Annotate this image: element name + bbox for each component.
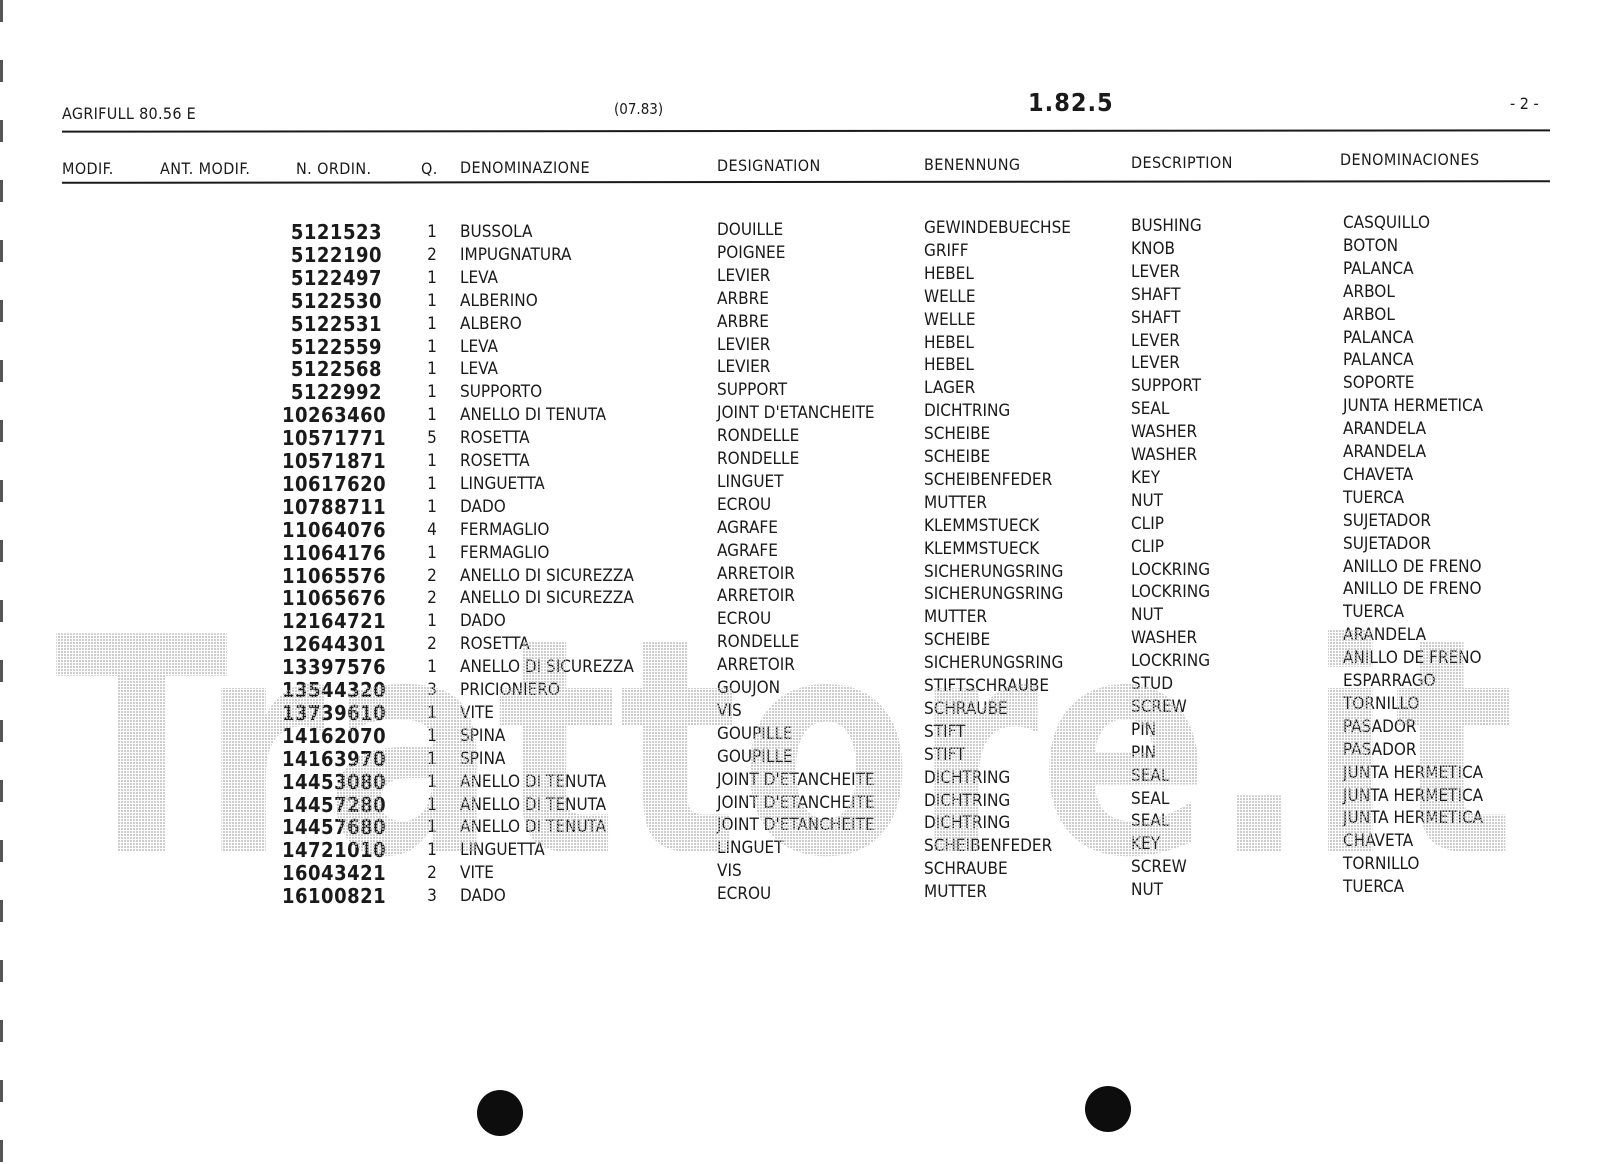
- part-name-it: LEVA: [460, 336, 499, 357]
- part-name-es: PALANCA: [1343, 350, 1414, 371]
- part-name-en: LOCKRING: [1131, 559, 1211, 580]
- part-name-it: VITE: [460, 702, 494, 723]
- part-name-es: SUJETADOR: [1343, 510, 1431, 531]
- part-name-fr: RONDELLE: [717, 426, 800, 447]
- part-quantity: 1: [427, 702, 437, 723]
- part-quantity: 1: [427, 359, 437, 380]
- part-name-fr: RONDELLE: [717, 632, 800, 653]
- part-number: 5122568: [290, 357, 382, 382]
- part-number: 10263460: [282, 403, 387, 428]
- part-name-de: KLEMMSTUECK: [924, 515, 1040, 536]
- part-name-it: ALBERO: [460, 313, 522, 334]
- part-name-es: BOTON: [1343, 235, 1399, 256]
- col-benennung: BENENNUNG: [924, 155, 1021, 174]
- part-name-en: KNOB: [1131, 238, 1175, 259]
- part-name-it: ROSETTA: [460, 428, 530, 449]
- part-number: 5122559: [290, 334, 382, 359]
- part-name-en: CLIP: [1131, 513, 1164, 534]
- part-name-fr: LINGUET: [717, 838, 784, 859]
- part-name-es: JUNTA HERMETICA: [1343, 396, 1484, 417]
- part-quantity: 1: [427, 748, 437, 769]
- part-name-de: HEBEL: [924, 263, 974, 284]
- part-quantity: 1: [427, 451, 437, 471]
- part-number: 11064076: [282, 517, 387, 542]
- part-name-de: STIFT: [924, 744, 966, 765]
- part-name-en: PIN: [1131, 742, 1157, 763]
- part-name-fr: ECROU: [717, 494, 772, 515]
- part-number: 11064176: [282, 540, 387, 565]
- edition-date: (07.83): [614, 100, 664, 118]
- part-quantity: 4: [427, 519, 437, 540]
- part-number: 14457680: [282, 815, 387, 840]
- part-number: 14453080: [282, 769, 387, 794]
- part-name-de: DICHTRING: [924, 813, 1011, 834]
- part-name-it: ANELLO DI TENUTA: [460, 794, 607, 815]
- part-name-de: WELLE: [924, 309, 976, 330]
- part-name-de: SCHRAUBE: [924, 698, 1008, 719]
- part-name-de: SCHEIBENFEDER: [924, 469, 1053, 490]
- part-name-it: SUPPORTO: [460, 382, 543, 403]
- part-quantity: 2: [427, 244, 437, 265]
- part-name-en: LEVER: [1131, 330, 1180, 351]
- part-quantity: 1: [427, 725, 437, 746]
- part-name-de: DICHTRING: [924, 790, 1011, 811]
- part-name-it: DADO: [460, 886, 506, 907]
- part-quantity: 1: [427, 382, 437, 403]
- part-number: 5122190: [290, 242, 382, 267]
- part-number: 10788711: [282, 494, 387, 519]
- part-name-de: MUTTER: [924, 607, 988, 628]
- part-quantity: 3: [427, 680, 437, 700]
- part-name-de: GEWINDEBUECHSE: [924, 218, 1071, 238]
- part-name-it: ALBERINO: [460, 290, 538, 311]
- part-quantity: 1: [427, 473, 437, 494]
- part-row: [0, 877, 1600, 909]
- part-number: 5122992: [290, 380, 382, 405]
- part-name-es: TUERCA: [1343, 487, 1405, 508]
- part-quantity: 3: [427, 886, 437, 907]
- part-number: 5122531: [290, 311, 382, 336]
- part-name-it: SPINA: [460, 748, 506, 769]
- part-name-es: PASADOR: [1343, 716, 1417, 737]
- part-name-en: KEY: [1131, 467, 1161, 488]
- parts-list: [0, 213, 1600, 918]
- part-name-it: PRICIONIERO: [460, 680, 560, 700]
- part-name-es: ARBOL: [1343, 281, 1395, 302]
- part-name-es: ANILLO DE FRENO: [1343, 648, 1482, 669]
- part-name-fr: GOUJON: [717, 678, 781, 698]
- part-name-en: WASHER: [1131, 422, 1198, 443]
- part-name-en: SUPPORT: [1131, 376, 1202, 397]
- part-name-fr: JOINT D'ETANCHEITE: [717, 792, 875, 813]
- column-headers: [0, 0, 1600, 190]
- part-name-de: WELLE: [924, 286, 976, 307]
- part-quantity: 1: [427, 267, 437, 288]
- model-name: AGRIFULL 80.56 E: [62, 104, 197, 123]
- part-name-it: SPINA: [460, 725, 506, 746]
- part-name-es: CHAVETA: [1343, 464, 1414, 485]
- part-name-en: NUT: [1131, 605, 1163, 626]
- part-name-en: LOCKRING: [1131, 651, 1211, 672]
- part-number: 10571771: [282, 426, 387, 451]
- part-quantity: 2: [427, 863, 437, 884]
- part-name-en: SCREW: [1131, 857, 1187, 878]
- part-name-fr: ECROU: [717, 609, 772, 630]
- part-name-es: CASQUILLO: [1343, 213, 1431, 233]
- part-number: 13397576: [282, 655, 387, 680]
- part-name-es: PASADOR: [1343, 739, 1417, 760]
- part-number: 12164721: [282, 609, 387, 634]
- part-name-en: SCREW: [1131, 696, 1187, 717]
- part-quantity: 1: [427, 405, 437, 426]
- part-name-it: ANELLO DI SICUREZZA: [460, 588, 634, 609]
- part-name-it: FERMAGLIO: [460, 542, 550, 563]
- part-name-en: SHAFT: [1131, 307, 1181, 328]
- part-name-es: SOPORTE: [1343, 373, 1415, 394]
- part-name-en: NUT: [1131, 880, 1163, 901]
- part-quantity: 1: [427, 222, 437, 242]
- part-name-it: LEVA: [460, 267, 499, 288]
- part-name-en: STUD: [1131, 674, 1174, 694]
- part-name-en: SEAL: [1131, 788, 1170, 809]
- part-name-es: ANILLO DE FRENO: [1343, 556, 1482, 577]
- part-name-it: FERMAGLIO: [460, 519, 550, 540]
- part-name-it: ANELLO DI TENUTA: [460, 817, 607, 838]
- part-name-it: VITE: [460, 863, 494, 884]
- part-quantity: 1: [427, 542, 437, 563]
- part-quantity: 2: [427, 588, 437, 609]
- part-name-es: ARANDELA: [1343, 442, 1427, 462]
- part-name-en: PIN: [1131, 719, 1157, 740]
- part-quantity: 1: [427, 496, 437, 517]
- part-name-fr: GOUPILLE: [717, 746, 793, 767]
- part-name-es: ARANDELA: [1343, 625, 1427, 646]
- col-n-ordin: N. ORDIN.: [296, 159, 372, 178]
- col-designation: DESIGNATION: [717, 156, 821, 175]
- part-name-en: NUT: [1131, 490, 1163, 511]
- part-number: 14457280: [282, 792, 387, 817]
- part-number: 14163970: [282, 746, 387, 771]
- part-name-en: SEAL: [1131, 399, 1170, 420]
- part-name-en: WASHER: [1131, 628, 1198, 649]
- binder-hole-right: [1085, 1086, 1131, 1132]
- part-name-de: DICHTRING: [924, 401, 1011, 422]
- part-name-en: SEAL: [1131, 765, 1170, 786]
- part-name-fr: AGRAFE: [717, 540, 778, 561]
- part-name-fr: VIS: [717, 700, 742, 721]
- part-name-es: JUNTA HERMETICA: [1343, 762, 1484, 783]
- part-name-fr: VIS: [717, 861, 742, 882]
- part-name-de: KLEMMSTUECK: [924, 538, 1040, 559]
- part-quantity: 5: [427, 428, 437, 449]
- part-number: 14721010: [282, 838, 387, 863]
- part-name-fr: LINGUET: [717, 471, 784, 492]
- part-name-de: SICHERUNGSRING: [924, 584, 1064, 605]
- part-name-de: HEBEL: [924, 355, 974, 376]
- part-name-it: ANELLO DI TENUTA: [460, 771, 607, 792]
- watermark-text: Trattore.it: [55, 630, 1515, 870]
- part-name-es: TUERCA: [1343, 602, 1405, 623]
- part-name-fr: DOUILLE: [717, 220, 784, 240]
- part-name-fr: LEVIER: [717, 334, 771, 355]
- part-quantity: 2: [427, 634, 437, 655]
- part-name-en: LEVER: [1131, 353, 1180, 374]
- part-name-fr: ARRETOIR: [717, 655, 795, 676]
- part-quantity: 2: [427, 565, 437, 586]
- part-name-es: ESPARRAGO: [1343, 671, 1436, 691]
- part-name-de: SCHEIBE: [924, 630, 991, 651]
- part-name-it: DADO: [460, 611, 506, 632]
- part-name-de: STIFTSCHRAUBE: [924, 676, 1050, 696]
- part-name-it: ANELLO DI SICUREZZA: [460, 565, 634, 586]
- part-name-en: WASHER: [1131, 445, 1198, 465]
- part-number: 5121523: [290, 220, 382, 244]
- part-number: 16043421: [282, 861, 387, 886]
- col-modif: MODIF.: [62, 159, 114, 178]
- part-quantity: 1: [427, 611, 437, 632]
- part-name-en: LOCKRING: [1131, 582, 1211, 603]
- binder-hole-left: [477, 1090, 523, 1136]
- part-name-fr: ARBRE: [717, 311, 769, 332]
- part-name-en: KEY: [1131, 834, 1161, 855]
- part-name-fr: GOUPILLE: [717, 723, 793, 744]
- part-name-it: LINGUETTA: [460, 840, 545, 861]
- part-number: 11065576: [282, 563, 387, 588]
- part-name-es: JUNTA HERMETICA: [1343, 808, 1484, 829]
- part-name-fr: ECROU: [717, 884, 772, 905]
- part-name-fr: JOINT D'ETANCHEITE: [717, 403, 875, 424]
- part-name-it: ANELLO DI TENUTA: [460, 405, 607, 426]
- part-name-it: ROSETTA: [460, 451, 530, 471]
- part-name-fr: ARRETOIR: [717, 586, 795, 607]
- part-name-it: IMPUGNATURA: [460, 244, 572, 265]
- part-number: 12644301: [282, 632, 387, 657]
- part-name-fr: RONDELLE: [717, 449, 800, 469]
- part-name-es: TORNILLO: [1343, 693, 1420, 714]
- part-name-de: STIFT: [924, 721, 966, 742]
- part-number: 13739610: [282, 700, 387, 725]
- part-name-de: SCHEIBE: [924, 447, 991, 467]
- part-number: 11065676: [282, 586, 387, 611]
- part-name-de: SCHEIBENFEDER: [924, 836, 1053, 857]
- page-number: - 2 -: [1510, 94, 1539, 113]
- part-name-fr: AGRAFE: [717, 517, 778, 538]
- part-number: 5122497: [290, 265, 382, 290]
- col-denominaciones: DENOMINACIONES: [1340, 150, 1480, 169]
- part-name-de: SCHEIBE: [924, 424, 991, 445]
- part-name-es: JUNTA HERMETICA: [1343, 785, 1484, 806]
- part-number: 13544320: [282, 678, 387, 702]
- part-number: 16100821: [282, 884, 387, 909]
- part-name-fr: LEVIER: [717, 357, 771, 378]
- part-name-fr: POIGNEE: [717, 242, 786, 263]
- part-name-de: MUTTER: [924, 882, 988, 903]
- part-name-fr: JOINT D'ETANCHEITE: [717, 815, 875, 836]
- part-name-es: ARANDELA: [1343, 419, 1427, 440]
- part-name-en: CLIP: [1131, 536, 1164, 557]
- part-name-de: DICHTRING: [924, 767, 1011, 788]
- part-name-it: LEVA: [460, 359, 499, 380]
- part-name-es: TUERCA: [1343, 877, 1405, 898]
- part-name-it: BUSSOLA: [460, 222, 533, 242]
- part-name-it: ROSETTA: [460, 634, 530, 655]
- part-name-fr: SUPPORT: [717, 380, 788, 401]
- part-quantity: 1: [427, 336, 437, 357]
- part-name-en: SEAL: [1131, 811, 1170, 832]
- part-name-es: TORNILLO: [1343, 854, 1420, 875]
- part-name-de: SICHERUNGSRING: [924, 561, 1064, 582]
- part-number: 10571871: [282, 449, 387, 473]
- part-name-de: GRIFF: [924, 240, 969, 261]
- part-name-de: SCHRAUBE: [924, 859, 1008, 880]
- part-name-es: ARBOL: [1343, 304, 1395, 325]
- col-ant-modif: ANT. MODIF.: [160, 159, 251, 178]
- part-name-en: LEVER: [1131, 261, 1180, 282]
- part-name-de: HEBEL: [924, 332, 974, 353]
- section-code: 1.82.5: [1028, 88, 1114, 117]
- part-quantity: 1: [427, 794, 437, 815]
- part-quantity: 1: [427, 817, 437, 838]
- part-name-fr: ARBRE: [717, 288, 769, 309]
- part-number: 14162070: [282, 723, 387, 748]
- part-name-en: BUSHING: [1131, 216, 1202, 236]
- part-quantity: 1: [427, 290, 437, 311]
- part-name-de: MUTTER: [924, 492, 988, 513]
- part-name-fr: LEVIER: [717, 265, 771, 286]
- part-name-de: SICHERUNGSRING: [924, 653, 1064, 674]
- col-denominazione: DENOMINAZIONE: [460, 158, 591, 177]
- part-number: 5122530: [290, 288, 382, 313]
- col-q: Q.: [421, 159, 438, 178]
- part-name-es: SUJETADOR: [1343, 533, 1431, 554]
- col-description: DESCRIPTION: [1131, 153, 1233, 172]
- part-name-fr: JOINT D'ETANCHEITE: [717, 769, 875, 790]
- part-quantity: 1: [427, 313, 437, 334]
- part-name-it: ANELLO DI SICUREZZA: [460, 657, 634, 678]
- part-name-es: PALANCA: [1343, 327, 1414, 348]
- part-quantity: 1: [427, 657, 437, 678]
- part-name-es: ANILLO DE FRENO: [1343, 579, 1482, 600]
- part-quantity: 1: [427, 771, 437, 792]
- part-name-es: CHAVETA: [1343, 831, 1414, 852]
- part-name-es: PALANCA: [1343, 258, 1414, 279]
- part-name-it: DADO: [460, 496, 506, 517]
- part-name-fr: ARRETOIR: [717, 563, 795, 584]
- part-name-en: SHAFT: [1131, 284, 1181, 305]
- part-number: 10617620: [282, 471, 387, 496]
- part-quantity: 1: [427, 840, 437, 861]
- part-name-it: LINGUETTA: [460, 473, 545, 494]
- part-name-de: LAGER: [924, 378, 976, 399]
